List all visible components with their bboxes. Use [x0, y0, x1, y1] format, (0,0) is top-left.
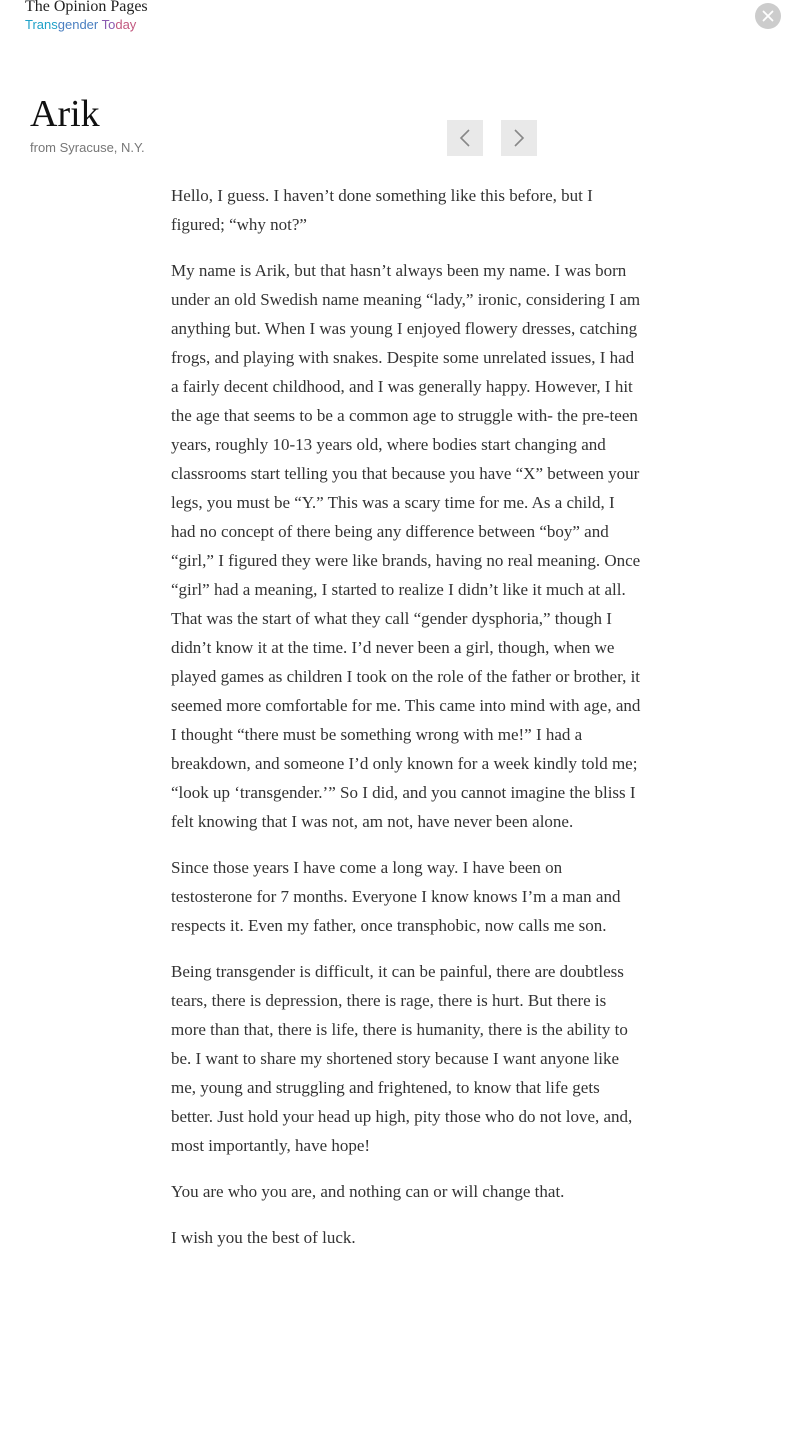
story-paragraph: Since those years I have come a long way. I have been on testosterone for 7 months. Everyone I know knows I’m a man and respects it. Even my father, once transphobic, now calls me son. — [171, 858, 621, 935]
series-title[interactable] — [25, 17, 148, 33]
series-title-part: gender — [57, 17, 102, 32]
story-paragraph: Being transgender is difficult, it can be painful, there are doubtless tears, there is depression, there is rage, there is hurt. But there is more than that, there is life, there is humanity, there is the ability to be. I want to share my shortened story because I want anyone like me, young and struggling and frightened, to know that life gets better. Just hold your head up high, pity those who do not love, and, most importantly, have hope! — [171, 962, 633, 1155]
story-body — [171, 181, 643, 1269]
previous-story-button[interactable] — [447, 120, 483, 156]
story-paragraph: My name is Arik, but that hasn’t always been my name. I was born under an old Swedish name meaning “lady,” ironic, considering I am anything but. When I was young I enjoyed flowery dresses, catching frogs, and playing with snakes. Despite some unrelated issues, I had a fairly decent childhood, and I was generally happy. However, I hit the age that seems to be a common age to struggle with- the pre-teen years, roughly 10-13 years old, where bodies start changing and classrooms start telling you that because you have “X” between your legs, you must be “Y.” This was a scary time for me. As a child, I had no concept of there being any difference between “boy” and “girl,” I figured they were like brands, having no real meaning. Once “girl” had a meaning, I started to realize I didn’t like it much at all. That was the start of what they call “gender dysphoria,” though I didn’t know it at the time. I’d never been a girl, though, when we played games as children I took on the role of the father or brother, it seemed more comfortable for me. This came into mind with age, and I thought “there must be something wrong with me!” I had a breakdown, and someone I’d only known for a week kindly told me; “look up ‘transgender.’” So I did, and you cannot imagine the bliss I felt knowing that I was not, am not, have never been alone. — [171, 261, 641, 831]
series-title-part: day — [115, 17, 137, 32]
brand-logo[interactable]: The Opinion Pages — [25, 0, 148, 15]
masthead — [25, 0, 148, 33]
chevron-right-icon — [512, 128, 526, 148]
series-title-part: To — [101, 17, 116, 32]
close-button[interactable] — [755, 3, 781, 29]
person-name: Arik — [30, 93, 100, 135]
story-paragraph: Hello, I guess. I haven’t done something like this before, but I figured; “why not?” — [171, 186, 593, 234]
person-location: from Syracuse, N.Y. — [30, 140, 145, 155]
story-paragraph: I wish you the best of luck. — [171, 1228, 356, 1247]
close-icon — [762, 10, 774, 22]
story-paragraph: You are who you are, and nothing can or will change that. — [171, 1182, 565, 1201]
chevron-left-icon — [458, 128, 472, 148]
series-title-part: Trans — [25, 17, 58, 32]
next-story-button[interactable] — [501, 120, 537, 156]
